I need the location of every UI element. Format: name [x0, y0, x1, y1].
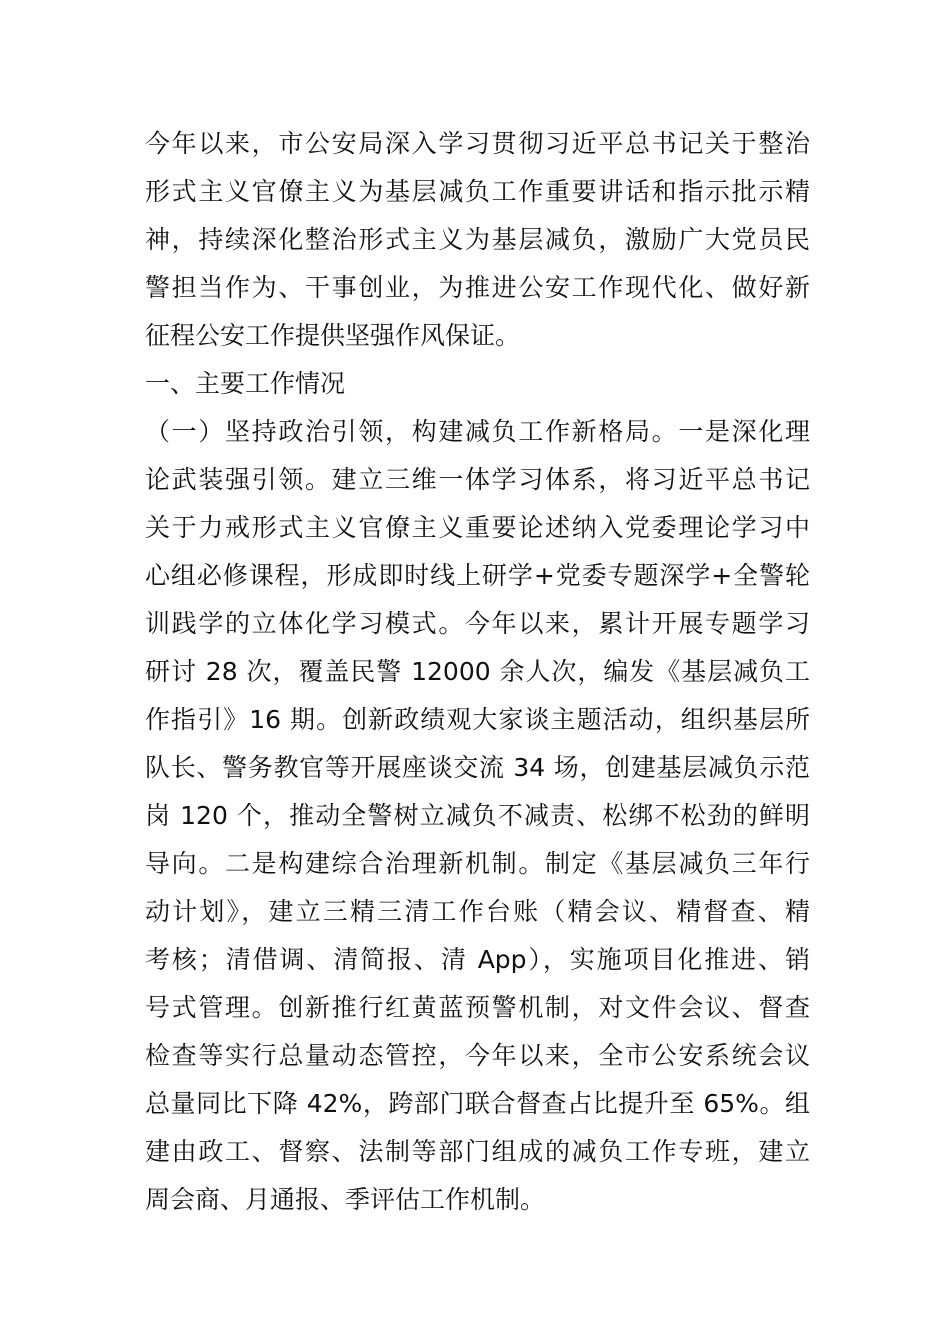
text-line: 今年以来，市公安局深入学习贯彻习近平总书记关于整治 — [145, 129, 810, 158]
text-line: 训践学的立体化学习模式。今年以来，累计开展专题学习 — [145, 609, 810, 638]
text-line: 建由政工、督察、法制等部门组成的减负工作专班，建立 — [145, 1137, 810, 1166]
text-line: 论武装强引领。建立三维一体学习体系，将习近平总书记 — [145, 465, 810, 494]
text-line: 导向。二是构建综合治理新机制。制定《基层减负三年行 — [145, 849, 810, 878]
text-line: 神，持续深化整治形式主义为基层减负，激励广大党员民 — [145, 225, 810, 254]
text-line: 总量同比下降 42%，跨部门联合督查占比提升至 65%。组 — [145, 1089, 810, 1118]
heading-main-work: 一、主要工作情况 — [145, 369, 346, 398]
section-heading — [145, 360, 810, 408]
text-line: 岗 120 个，推动全警树立减负不减责、松绑不松劲的鲜明 — [145, 801, 810, 830]
text-line: 研讨 28 次，覆盖民警 12000 余人次，编发《基层减负工 — [145, 657, 810, 686]
paragraph-intro — [145, 120, 810, 360]
text-line: 警担当作为、干事创业，为推进公安工作现代化、做好新 — [145, 273, 810, 302]
paragraph-section-1 — [145, 408, 810, 1224]
text-line: 考核；清借调、清简报、清 App），实施项目化推进、销 — [145, 945, 810, 974]
text-line: 检查等实行总量动态管控，今年以来，全市公安系统会议 — [145, 1041, 810, 1070]
text-line: 作指引》16 期。创新政绩观大家谈主题活动，组织基层所 — [145, 705, 810, 734]
text-line: 征程公安工作提供坚强作风保证。 — [145, 321, 521, 350]
text-line: 关于力戒形式主义官僚主义重要论述纳入党委理论学习中 — [145, 513, 810, 542]
text-line: 号式管理。创新推行红黄蓝预警机制，对文件会议、督查 — [145, 993, 810, 1022]
document-body — [145, 120, 810, 1224]
text-line: （一）坚持政治引领，构建减负工作新格局。一是深化理 — [145, 417, 810, 446]
text-line: 形式主义官僚主义为基层减负工作重要讲话和指示批示精 — [145, 177, 810, 206]
text-line: 队长、警务教官等开展座谈交流 34 场，创建基层减负示范 — [145, 753, 810, 782]
text-line: 动计划》，建立三精三清工作台账（精会议、精督查、精 — [145, 897, 810, 926]
text-line: 心组必修课程，形成即时线上研学+党委专题深学+全警轮 — [145, 561, 810, 590]
text-line: 周会商、月通报、季评估工作机制。 — [145, 1185, 546, 1214]
